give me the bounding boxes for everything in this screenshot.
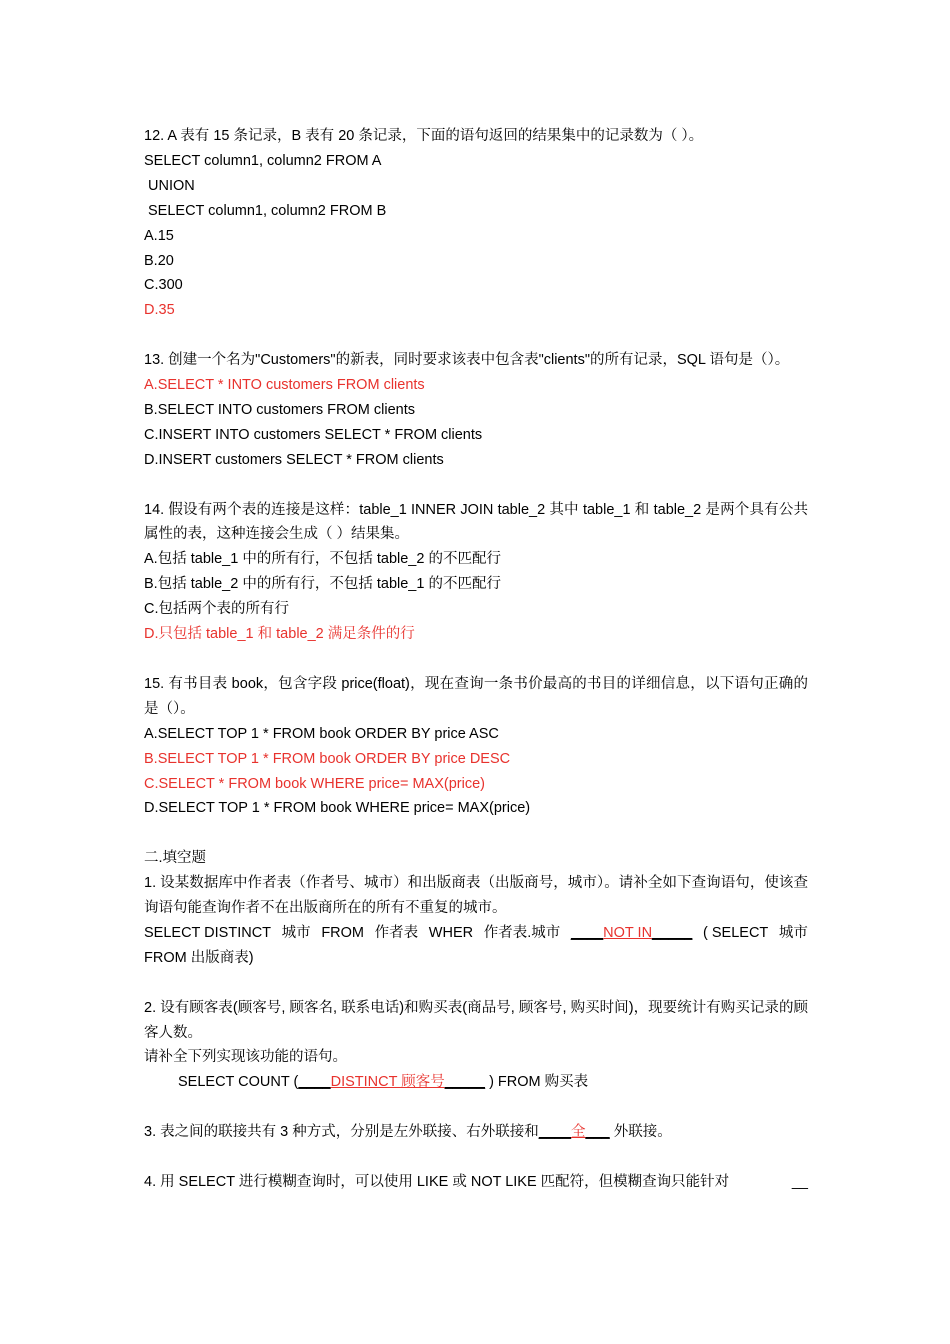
q15-option-b: B.SELECT TOP 1 * FROM book ORDER BY price DESC <box>144 750 511 767</box>
f2-sql-line <box>144 1070 808 1095</box>
f1-sql-part: WHER <box>428 924 474 941</box>
q12-option-a: A.15 <box>144 227 174 244</box>
blank-underscore: ____ <box>570 924 604 941</box>
spacer <box>144 323 808 348</box>
f3-pre: 3. 表之间的联接共有 3 种方式，分别是左外联接、右外联接和 <box>144 1124 539 1141</box>
f1-stem: 1. 设某数据库中作者表（作者号、城市）和出版商表（出版商号，城市）。请补全如下查询语句，使该查询语句能查询作者不在出版商所在的所有不重复的城市。 <box>144 875 808 917</box>
q14-option-d: D.只包括 table_1 和 table_2 满足条件的行 <box>144 626 415 643</box>
q12-option-c: C.300 <box>144 277 183 294</box>
q12-sql-line-3: SELECT column1, column2 FROM B <box>148 202 387 219</box>
q12-option-d: D.35 <box>144 302 175 319</box>
q14-option-b: B.包括 table_2 中的所有行，不包括 table_1 的不匹配行 <box>144 576 501 593</box>
spacer <box>144 1095 808 1120</box>
f1-answer-blank <box>571 921 692 946</box>
q12-sql-line-2: UNION <box>148 177 195 194</box>
blank-underscore: ____ <box>298 1074 331 1091</box>
q13-option-d: D.INSERT customers SELECT * FROM clients <box>144 451 444 468</box>
f3-line <box>144 1120 808 1145</box>
f1-sql-tail: FROM 出版商表) <box>144 949 254 966</box>
f2-instruction: 请补全下列实现该功能的语句。 <box>144 1049 347 1066</box>
spacer <box>144 821 808 846</box>
f1-sql-part: ( SELECT <box>703 924 769 941</box>
f4-line <box>144 1170 808 1195</box>
q15-option-d: D.SELECT TOP 1 * FROM book WHERE price= MAX(price) <box>144 800 531 817</box>
blank-underscore: ____ <box>538 1124 572 1141</box>
spacer <box>144 647 808 672</box>
q12-sql-line-1: SELECT column1, column2 FROM A <box>144 152 382 169</box>
f1-sql-line <box>144 921 808 946</box>
f1-sql-part: 作者表 <box>374 924 419 941</box>
f1-sql-part: 城市 <box>281 924 311 941</box>
q13-option-b: B.SELECT INTO customers FROM clients <box>144 401 415 418</box>
q15-option-a: A.SELECT TOP 1 * FROM book ORDER BY price ASC <box>144 725 499 742</box>
blank-underscore: _____ <box>652 924 693 941</box>
blank-underscore: ___ <box>585 1124 610 1141</box>
f4-pre: 4. 用 SELECT 进行模糊查询时，可以使用 LIKE 或 NOT LIKE 匹配符，但模糊查询只能针对 <box>144 1173 730 1190</box>
spacer <box>144 473 808 498</box>
f2-sql-pre: SELECT COUNT ( <box>178 1074 299 1091</box>
q13-option-a: A.SELECT * INTO customers FROM clients <box>144 377 425 394</box>
q14-option-c: C.包括两个表的所有行 <box>144 601 289 618</box>
q15-option-c: C.SELECT * FROM book WHERE price= MAX(price) <box>144 775 485 792</box>
document-page <box>144 124 808 1195</box>
f2-sql-post: ) FROM 购买表 <box>485 1074 589 1091</box>
f2-answer: DISTINCT 顾客号 <box>330 1074 445 1091</box>
f1-sql-part: 城市 <box>778 924 808 941</box>
section-heading: 二.填空题 <box>144 850 207 867</box>
q13-stem: 13. 创建一个名为"Customers"的新表，同时要求该表中包含表"clients"的所有记录，SQL 语句是（）。 <box>144 352 790 369</box>
f1-sql-part: SELECT DISTINCT <box>144 924 272 941</box>
blank-underscore: _____ <box>444 1074 486 1091</box>
q12-stem: 12. A 表有 15 条记录，B 表有 20 条记录，下面的语句返回的结果集中的记录数为（ ）。 <box>144 128 704 144</box>
q13-option-c: C.INSERT INTO customers SELECT * FROM clients <box>144 426 483 443</box>
f4-blank: __ <box>791 1173 808 1190</box>
spacer <box>144 1145 808 1170</box>
f1-sql-part: 作者表.城市 <box>483 924 561 941</box>
f2-stem: 2. 设有顾客表(顾客号, 顾客名, 联系电话)和购买表(商品号, 顾客号, 购买时间)，现要统计有购买记录的顾客人数。 <box>144 999 808 1041</box>
q12-option-b: B.20 <box>144 252 174 269</box>
q14-stem: 14. 假设有两个表的连接是这样：table_1 INNER JOIN table_2 其中 table_1 和 table_2 是两个具有公共属性的表，这种连接会生成（ ）结果集。 <box>144 501 808 543</box>
f1-sql-part: FROM <box>321 924 364 941</box>
q14-option-a: A.包括 table_1 中的所有行，不包括 table_2 的不匹配行 <box>144 551 501 568</box>
f1-answer: NOT IN <box>603 924 653 941</box>
q15-stem: 15. 有书目表 book，包含字段 price(float)，现在查询一条书价最高的书目的详细信息，以下语句正确的是（）。 <box>144 675 808 717</box>
f3-answer: 全 <box>571 1124 586 1141</box>
f3-post: 外联接。 <box>609 1124 672 1141</box>
spacer <box>144 971 808 996</box>
